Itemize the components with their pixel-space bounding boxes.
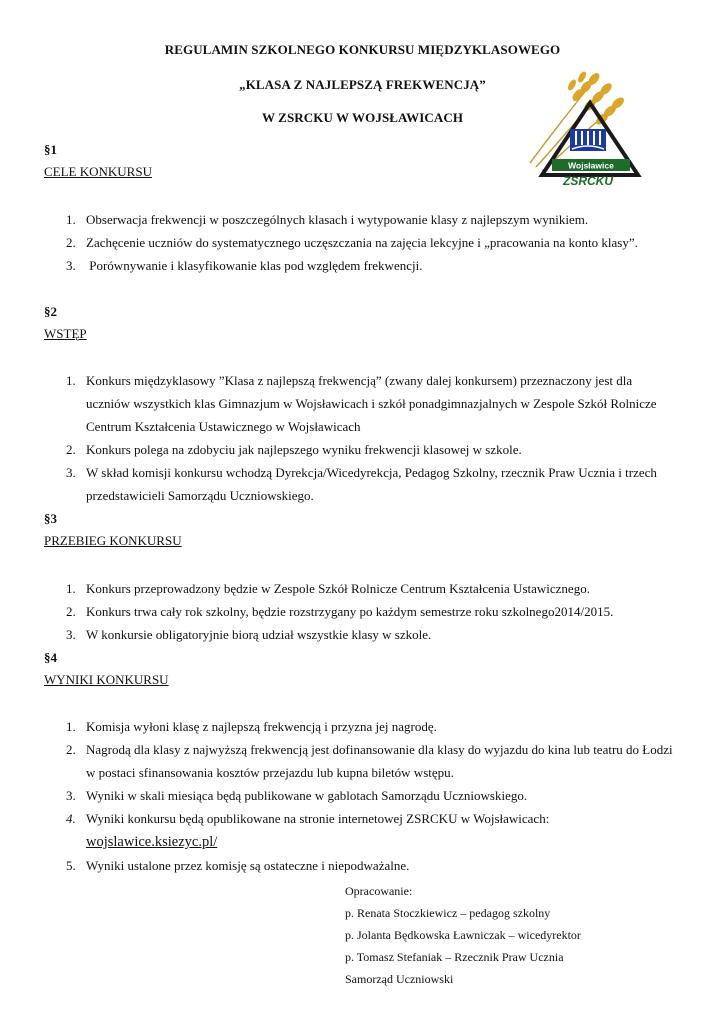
- logo-top-text: Wojsławice: [568, 160, 614, 171]
- document-title: REGULAMIN SZKOLNEGO KONKURSU MIĘDZYKLASOWEGO: [164, 42, 561, 57]
- logo-bottom-text: ZSRCKU: [563, 174, 613, 188]
- signature-label: Opracowanie:: [345, 884, 413, 898]
- list-item: 3. W konkursie obligatoryjnie biorą udział wszystkie klasy w szkole.: [66, 627, 432, 642]
- list-item: 2. Zachęcenie uczniów do systematycznego uczęszczania na zajęcia lekcyjne i „pracowania na konto klasy”.: [66, 235, 638, 250]
- signature-block: [345, 880, 581, 990]
- list-item: 1. Obserwacja frekwencji w poszczególnych klasach i wytypowanie klasy z najlepszym wynikiem.: [66, 212, 589, 227]
- signature-line: Samorząd Uczniowski: [345, 972, 454, 986]
- section-1-list: [44, 208, 684, 277]
- school-logo-icon: [522, 63, 644, 189]
- list-item: 1. Konkurs przeprowadzony będzie w Zespole Szkół Rolnicze Centrum Kształcenia Ustawicznego.: [66, 581, 590, 596]
- list-item: 2. Konkurs trwa cały rok szkolny, będzie rozstrzygany po każdym semestrze roku szkolnego2014/2015.: [66, 604, 614, 619]
- list-item: 5. Wyniki ustalone przez komisję są ostateczne i niepodważalne.: [66, 858, 410, 873]
- list-item: 3. W skład komisji konkursu wchodzą Dyrekcja/Wicedyrekcja, Pedagog Szkolny, rzecznik Praw Ucznia i trzech przedstawicieli Samorządu Uczniowskiego.: [66, 465, 657, 503]
- list-item: 2. Konkurs polega na zdobyciu jak najlepszego wyniku frekwencji klasowej w szkole.: [66, 442, 522, 457]
- section-4-heading: WYNIKI KONKURSU: [44, 672, 169, 687]
- section-4-list: [44, 715, 674, 877]
- signature-line: p. Tomasz Stefaniak – Rzecznik Praw Ucznia: [345, 950, 564, 964]
- signature-line: p. Renata Stoczkiewicz – pedagog szkolny: [345, 906, 551, 920]
- section-3-heading: PRZEBIEG KONKURSU: [44, 533, 182, 548]
- section-2-list: [44, 369, 664, 507]
- list-item: 4. Wyniki konkursu będą opublikowane na stronie internetowej ZSRCKU w Wojsławicach: wojslawice.ksiezyc.pl/: [66, 811, 550, 850]
- section-1-number: §1: [44, 142, 57, 157]
- list-item: 1. Konkurs międzyklasowy ”Klasa z najlepszą frekwencją” (zwany dalej konkursem) przeznaczony jest dla uczniów wszystkich klas Gimnazjum w Wojsławicach i szkół ponadgimnazjalnych w Zespole Szkół Rolnicze Centrum Kształcenia Ustawicznego w Wojsławicach: [66, 373, 657, 434]
- contest-name: „KLASA Z NAJLEPSZĄ FREKWENCJĄ”: [239, 77, 486, 92]
- section-2-heading: WSTĘP: [44, 326, 87, 341]
- section-1-heading: CELE KONKURSU: [44, 164, 152, 179]
- school-name: W ZSRCKU W WOJSŁAWICACH: [261, 110, 464, 125]
- section-3-number: §3: [44, 511, 57, 526]
- section-2-number: §2: [44, 304, 57, 319]
- list-item: 2. Nagrodą dla klasy z najwyższą frekwencją jest dofinansowanie dla klasy do wyjazdu do kina lub teatru do Łodzi w postaci sfinansowania kosztów przejazdu lub kupna biletów wstępu.: [66, 742, 673, 780]
- signature-line: p. Jolanta Będkowska Ławniczak – wicedyrektor: [345, 928, 581, 942]
- section-3-list: [44, 577, 684, 646]
- list-item: 3. Porównywanie i klasyfikowanie klas pod względem frekwencji.: [66, 258, 423, 273]
- list-item: 3. Wyniki w skali miesiąca będą publikowane w gablotach Samorządu Uczniowskiego.: [66, 788, 528, 803]
- section-4-number: §4: [44, 650, 57, 665]
- list-item: 1. Komisja wyłoni klasę z najlepszą frekwencją i przyzna jej nagrodę.: [66, 719, 437, 734]
- school-website-link[interactable]: wojslawice.ksiezyc.pl/: [86, 834, 218, 850]
